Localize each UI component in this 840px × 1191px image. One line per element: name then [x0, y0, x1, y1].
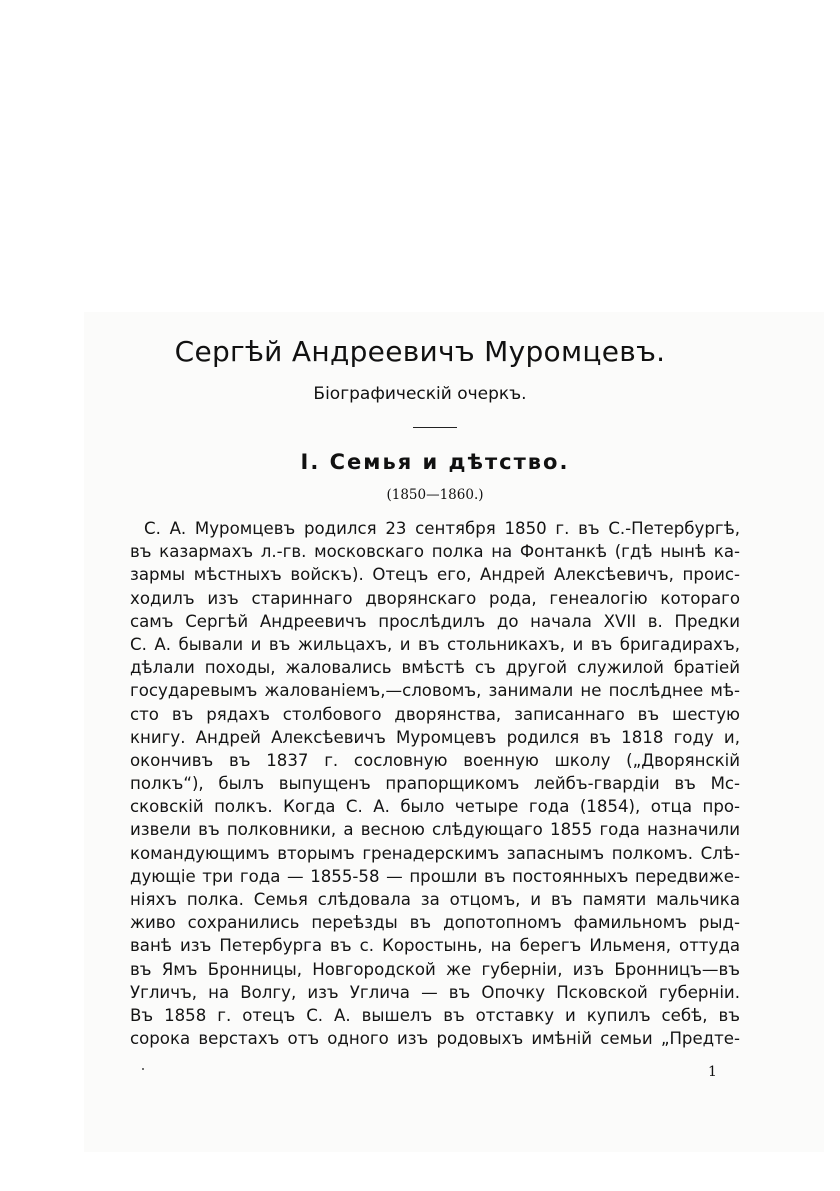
text-line: С. А. Муромцевъ родился 23 сентября 1850 г. въ С.-Петербургѣ, [144, 519, 740, 538]
text-line: живо сохранились переѣзды въ допотопномъ фамильномъ рыд- [130, 913, 740, 933]
text-line: окончивъ въ 1837 г. сословную военную школу („Дворянскій [130, 750, 740, 770]
title-divider [413, 427, 457, 428]
text-line: извели въ полковники, а весною слѣдующаго 1855 года назначили [130, 820, 740, 840]
chapter-heading: I. Семья и дѣтство. [300, 450, 570, 474]
scan-speck [142, 1068, 144, 1070]
text-line: книгу. Андрей Алексѣевичъ Муромцевъ родился въ 1818 году и, [130, 727, 740, 747]
text-line: въ Ямъ Бронницы, Новгородской же губерніи, изъ Бронницъ—въ [130, 959, 740, 979]
text-line: Въ 1858 г. отецъ С. А. вышелъ въ отставку и купилъ себѣ, въ [130, 1005, 740, 1025]
subtitle: Біографическій очеркъ. [313, 384, 527, 404]
page-number: 1 [708, 1064, 717, 1080]
text-line: въ казармахъ л.-гв. московскаго полка на Фонтанкѣ (гдѣ нынѣ ка- [130, 542, 740, 562]
text-line: сковскій полкъ. Когда С. А. было четыре года (1854), отца про- [130, 797, 740, 817]
chapter-years: (1850—1860.) [386, 487, 484, 503]
text-line: дѣлали походы, жаловались вмѣстѣ съ другой служилой братіей [130, 658, 740, 678]
text-line: дующіе три года — 1855-58 — прошли въ постоянныхъ передвиже- [130, 866, 740, 886]
body-text [130, 517, 740, 1050]
text-line: полкъ“), былъ выпущенъ прапорщикомъ лейбъ-гвардіи въ Мс- [130, 774, 740, 794]
text-line: самъ Сергѣй Андреевичъ прослѣдилъ до начала XVII в. Предки [130, 611, 740, 631]
text-line: командующимъ вторымъ гренадерскимъ запаснымъ полкомъ. Слѣ- [130, 843, 740, 863]
page-title: Сергѣй Андреевичъ Муромцевъ. [174, 335, 666, 368]
text-line: зармы мѣстныхъ войскъ). Отецъ его, Андрей Алексѣевичъ, проис- [130, 565, 740, 585]
text-line: Угличъ, на Волгу, изъ Углича — въ Опочку Псковской губерніи. [130, 982, 740, 1002]
text-line: ніяхъ полка. Семья слѣдовала за отцомъ, и въ памяти мальчика [130, 890, 740, 909]
text-line: государевымъ жалованіемъ,—словомъ, занимали не послѣднее мѣ- [130, 681, 740, 701]
text-line: ванѣ изъ Петербурга въ с. Коростынь, на берегъ Ильменя, оттуда [130, 936, 740, 956]
text-line: сорока верстахъ отъ одного изъ родовыхъ имѣній семьи „Предте- [130, 1029, 740, 1049]
text-line: ходилъ изъ стариннаго дворянскаго рода, генеалогію котораго [130, 588, 740, 608]
text-line: С. А. бывали и въ жильцахъ, и въ стольникахъ, и въ бригадирахъ, [130, 634, 740, 654]
text-line: сто въ рядахъ столбового дворянства, записаннаго въ шестую [130, 704, 740, 724]
